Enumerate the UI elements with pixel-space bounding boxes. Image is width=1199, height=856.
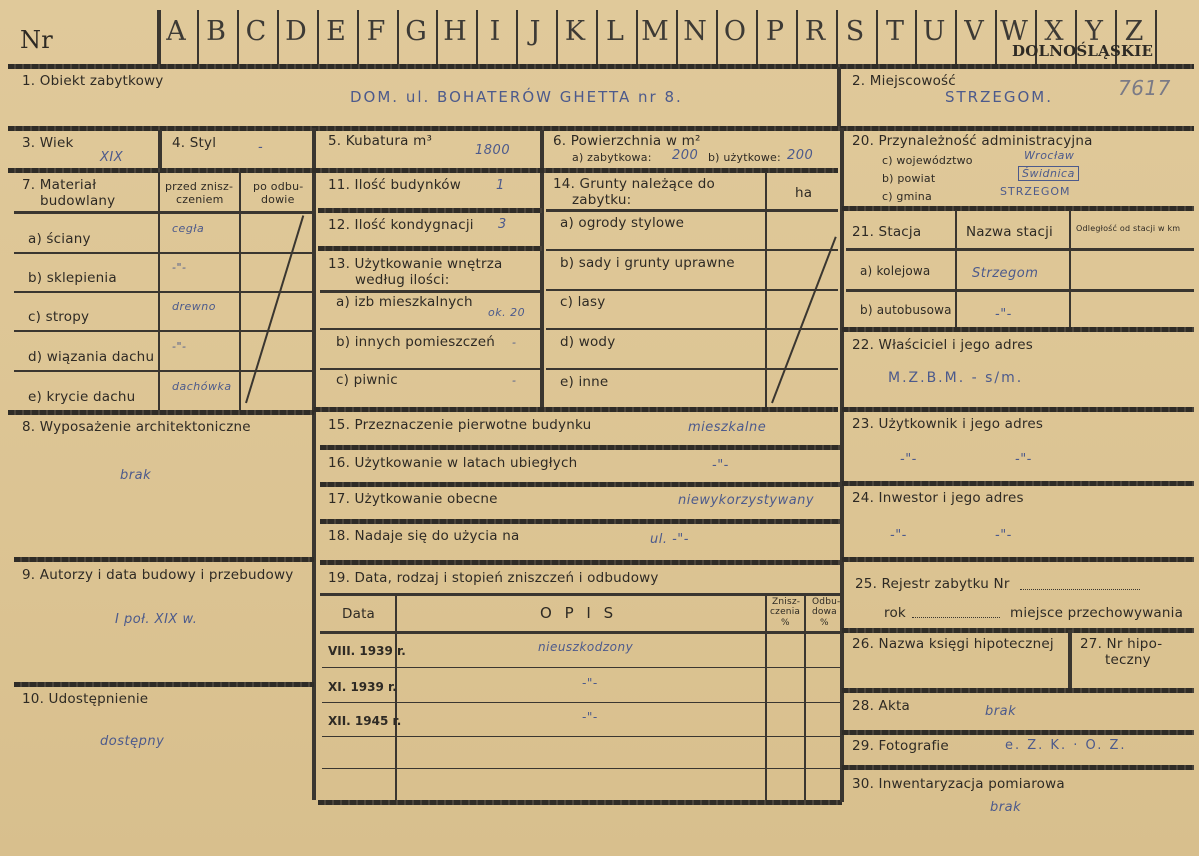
letter-i: I	[489, 16, 501, 47]
field-26-label: 26. Nazwa księgi hipotecznej	[852, 636, 1054, 652]
row-divider	[546, 368, 838, 370]
field-21-label: 21. Stacja	[852, 224, 922, 240]
field-19-row-date: XI. 1939 r.	[328, 680, 397, 694]
letter-divider	[1155, 10, 1157, 64]
letter-d: D	[285, 16, 307, 47]
row-divider	[14, 252, 312, 254]
field-7-row-label: e) krycie dachu	[28, 389, 136, 405]
field-17-value: niewykorzystywany	[678, 493, 815, 508]
letter-f: F	[366, 16, 386, 47]
row-divider	[322, 702, 840, 703]
field-13-row-label: b) innych pomieszczeń	[336, 334, 495, 350]
row-divider	[320, 328, 542, 330]
field-5-value: 1800	[475, 143, 511, 158]
field-16-value: -"-	[712, 458, 729, 473]
field-8-label: 8. Wyposażenie architektoniczne	[22, 419, 251, 435]
field-1-value: DOM. ul. BOHATERÓW GHETTA nr 8.	[350, 88, 683, 106]
field-2-value: STRZEGOM.	[945, 88, 1053, 106]
field-7-row-label: c) stropy	[28, 309, 90, 325]
field-21-col-dist: Odległość od stacji w km	[1076, 224, 1181, 233]
letter-p: P	[765, 16, 785, 47]
field-27-label-line1: 27. Nr hipo-	[1080, 636, 1163, 652]
letter-h: H	[443, 16, 467, 47]
field-22-value: M.Z.B.M. - s/m.	[888, 370, 1024, 386]
field-4-label: 4. Styl	[172, 135, 217, 151]
field-14-label-line2: zabytku:	[572, 192, 632, 208]
field-20-b-label: b) powiat	[882, 172, 936, 185]
field-7-row-label: a) ściany	[28, 231, 91, 247]
letter-w: W	[1000, 16, 1028, 47]
field-13-row-label: c) piwnic	[336, 372, 398, 388]
field-6-label: 6. Powierzchnia w m²	[553, 133, 701, 149]
letter-l: L	[606, 16, 624, 47]
field-24-value-2: -"-	[995, 528, 1012, 543]
field-6-b-label: b) użytkowe:	[708, 151, 781, 164]
row-divider	[322, 667, 840, 668]
field-28-label: 28. Akta	[852, 698, 910, 714]
field-14-label-line1: 14. Grunty należące do	[553, 176, 715, 192]
field-19-col-o1: Odbu-	[812, 597, 841, 607]
field-21-row-1-label: a) kolejowa	[860, 264, 931, 278]
field-7-col-after-2: dowie	[261, 193, 295, 206]
field-19-col-z3: %	[781, 618, 790, 628]
field-13-label-line1: 13. Użytkowanie wnętrza	[328, 256, 503, 272]
field-7-row-value: -"-	[172, 340, 187, 353]
field-9-label: 9. Autorzy i data budowy i przebudowy	[22, 567, 294, 583]
field-19-row-date: XII. 1945 r.	[328, 714, 402, 728]
field-21-col-name: Nazwa stacji	[966, 224, 1053, 240]
row-divider	[322, 736, 840, 737]
field-29-label: 29. Fotografie	[852, 738, 949, 754]
row-divider	[14, 370, 312, 372]
field-6-b-value: 200	[787, 148, 814, 163]
letter-k: K	[564, 16, 586, 47]
field-12-label: 12. Ilość kondygnacji	[328, 217, 474, 233]
row-divider	[322, 768, 840, 769]
field-10-label: 10. Udostępnienie	[22, 691, 149, 707]
letter-g: G	[405, 16, 427, 47]
row-divider	[546, 249, 838, 251]
field-11-label: 11. Ilość budynków	[328, 177, 461, 193]
field-28-value: brak	[985, 704, 1017, 719]
letter-v: V	[964, 16, 984, 47]
letter-y: Y	[1085, 16, 1103, 47]
field-12-value: 3	[498, 217, 507, 232]
field-19-label: 19. Data, rodzaj i stopień zniszczeń i odbudowy	[328, 570, 659, 586]
field-15-label: 15. Przeznaczenie pierwotne budynku	[328, 417, 592, 433]
letter-a: A	[166, 16, 186, 47]
field-25-label: 25. Rejestr zabytku Nr	[855, 576, 1010, 592]
field-19-row-desc: -"-	[582, 710, 598, 724]
field-6-a-label: a) zabytkowa:	[572, 151, 652, 164]
row-divider	[546, 328, 838, 330]
field-17-label: 17. Użytkowanie obecne	[328, 491, 498, 507]
field-13-row-label: a) izb mieszkalnych	[336, 294, 473, 310]
field-20-b-value: Świdnica	[1018, 166, 1079, 181]
field-25-miejsce: miejsce przechowywania	[1010, 605, 1184, 621]
field-19-col-desc: O P I S	[540, 604, 618, 622]
field-7-row-value: cegła	[172, 222, 205, 235]
field-19-col-date: Data	[342, 606, 376, 622]
letter-u: U	[922, 16, 946, 47]
field-1-label: 1. Obiekt zabytkowy	[22, 73, 164, 89]
field-23-label: 23. Użytkownik i jego adres	[852, 416, 1044, 432]
field-11-value: 1	[496, 178, 505, 193]
field-19-row-date: VIII. 1939 r.	[328, 644, 406, 658]
field-30-label: 30. Inwentaryzacja pomiarowa	[852, 776, 1065, 792]
field-30-value: brak	[990, 800, 1022, 815]
letter-c: C	[245, 16, 267, 47]
nr-label: Nr	[20, 26, 53, 54]
field-24-value-1: -"-	[890, 528, 907, 543]
field-7-row-label: d) wiązania dachu	[28, 349, 155, 365]
field-7-col-after-1: po odbu-	[253, 180, 304, 193]
field-19-row-desc: nieuszkodzony	[538, 640, 634, 654]
field-7-row-label: b) sklepienia	[28, 270, 117, 286]
field-22-label: 22. Właściciel i jego adres	[852, 337, 1033, 353]
field-19-col-z2: czenia	[770, 607, 801, 617]
field-8-value: brak	[120, 468, 152, 483]
field-27-label-line2: teczny	[1105, 652, 1151, 668]
letter-s: S	[845, 16, 865, 47]
field-16-label: 16. Użytkowanie w latach ubiegłych	[328, 455, 578, 471]
field-19-row-desc: -"-	[582, 676, 598, 690]
field-5-label: 5. Kubatura m³	[328, 133, 433, 149]
field-6-a-value: 200	[672, 148, 699, 163]
field-19-col-o2: dowa	[812, 607, 837, 617]
region-label: DOLNOŚLĄSKIE	[1012, 42, 1154, 60]
field-20-c-label: c) gmina	[882, 190, 932, 203]
field-9-value: I poł. XIX w.	[115, 612, 198, 627]
field-29-value: e. Z. K. · O. Z.	[1005, 738, 1127, 753]
field-14-row-label: a) ogrody stylowe	[560, 215, 685, 231]
letter-m: M	[641, 16, 669, 47]
field-2-number: 7617	[1118, 76, 1171, 100]
field-13-row-value: ok. 20	[488, 306, 526, 319]
letter-o: O	[723, 16, 747, 47]
field-7-row-value: -"-	[172, 261, 187, 274]
field-21-row-1-value: Strzegom	[972, 266, 1039, 281]
field-10-value: dostępny	[100, 734, 165, 749]
field-14-row-label: d) wody	[560, 334, 616, 350]
field-19-col-o3: %	[820, 618, 829, 628]
letter-e: E	[326, 16, 346, 47]
field-3-value: XIX	[100, 150, 124, 165]
row-divider	[14, 291, 312, 293]
field-24-label: 24. Inwestor i jego adres	[852, 490, 1024, 506]
field-14-row-label: e) inne	[560, 374, 609, 390]
field-7-col-before-1: przed znisz-	[165, 180, 234, 193]
field-20-c-value: STRZEGOM	[1000, 185, 1071, 198]
letter-t: T	[885, 16, 904, 47]
field-14-row-label: b) sady i grunty uprawne	[560, 255, 735, 271]
field-7-row-value: dachówka	[172, 380, 232, 393]
field-15-value: mieszkalne	[688, 420, 767, 435]
field-13-row-value: -	[512, 336, 517, 349]
letter-z: Z	[1124, 16, 1144, 47]
field-7-label-line2: budowlany	[40, 193, 116, 209]
field-14-unit: ha	[795, 185, 813, 201]
field-7-label-line1: 7. Materiał	[22, 177, 97, 193]
field-18-label: 18. Nadaje się do użycia na	[328, 528, 520, 544]
field-21-row-2-value: -"-	[995, 307, 1012, 322]
row-divider	[320, 368, 542, 370]
field-13-row-value: -	[512, 374, 517, 387]
field-21-row-2-label: b) autobusowa	[860, 303, 952, 317]
letter-x: X	[1044, 16, 1064, 47]
field-23-value-1: -"-	[900, 452, 917, 467]
field-4-value: -	[258, 140, 264, 155]
letter-r: R	[804, 16, 826, 47]
field-18-value: ul. -"-	[650, 532, 689, 547]
letter-j: J	[529, 16, 541, 47]
field-3-label: 3. Wiek	[22, 135, 74, 151]
letter-b: B	[206, 16, 226, 47]
field-7-row-value: drewno	[172, 300, 216, 313]
field-13-label-line2: według ilości:	[355, 272, 450, 288]
field-23-value-2: -"-	[1015, 452, 1032, 467]
field-19-col-z1: Znisz-	[772, 597, 801, 607]
row-divider	[546, 289, 838, 291]
field-20-a-value: Wrocław	[1024, 149, 1075, 162]
field-20-label: 20. Przynależność administracyjna	[852, 133, 1093, 149]
field-7-col-before-2: czeniem	[176, 193, 224, 206]
letter-n: N	[683, 16, 707, 47]
field-20-a-label: c) województwo	[882, 154, 973, 167]
field-2-label: 2. Miejscowość	[852, 73, 956, 89]
field-25-rok: rok	[884, 605, 906, 621]
field-14-row-label: c) lasy	[560, 294, 606, 310]
